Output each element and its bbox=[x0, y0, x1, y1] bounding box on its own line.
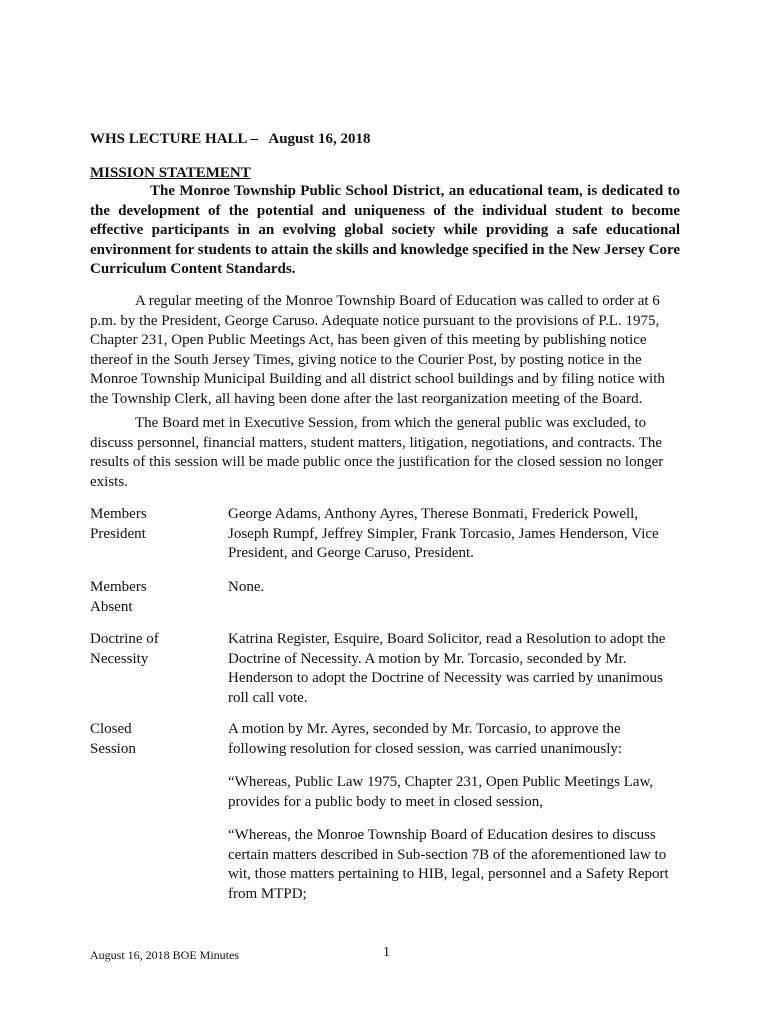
members-absent-text: None. bbox=[228, 579, 265, 595]
closed-session-motion: A motion by Mr. Ayres, seconded by Mr. Torcasio, to approve the following resolution for closed session, was carried unanimously: bbox=[228, 721, 623, 757]
closed-session-label: Closed Session bbox=[90, 721, 136, 757]
closed-session-whereas-2: “Whereas, the Monroe Township Board of Education desires to discuss certain matters described in Sub-section 7B of the aforementioned law to wit, those matters pertaining to HIB, legal, personnel and a Safety Report from MTPD; bbox=[228, 827, 669, 902]
mission-statement-body: The Monroe Township Public School District, an educational team, is dedicated to the development of the potential and uniqueness of the individual student to become effective participants in an evolving global society while providing a safe educational environment for students to attain the skills and knowledge specified in the New Jersey Core Curriculum Content Standards. bbox=[90, 183, 680, 277]
mission-statement-title: MISSION STATEMENT bbox=[90, 165, 251, 181]
doctrine-text: Katrina Register, Esquire, Board Solicitor, read a Resolution to adopt the Doctrine of Necessity. A motion by Mr. Torcasio, seconded by Mr. Henderson to adopt the Doctrine of Necessity was carried by unanimous roll call vote. bbox=[228, 631, 666, 706]
members-absent-label: Members Absent bbox=[90, 579, 147, 615]
page-number: 1 bbox=[383, 945, 390, 960]
executive-session-paragraph: The Board met in Executive Session, from which the general public was excluded, to discuss personnel, financial matters, student matters, litigation, negotiations, and contracts. The results of this session will be made public once the justification for the closed session no longer exists. bbox=[90, 415, 664, 490]
members-present-text: George Adams, Anthony Ayres, Therese Bonmati, Frederick Powell, Joseph Rumpf, Jeffrey Simpler, Frank Torcasio, James Henderson, Vice President, and George Caruso, President. bbox=[228, 506, 659, 561]
footer-text: August 16, 2018 BOE Minutes bbox=[90, 948, 240, 962]
doctrine-label: Doctrine of Necessity bbox=[90, 631, 159, 667]
members-present-label: Members President bbox=[90, 506, 147, 542]
meeting-header: WHS LECTURE HALL – August 16, 2018 bbox=[90, 131, 371, 147]
closed-session-content bbox=[228, 720, 678, 918]
meeting-notice-paragraph: A regular meeting of the Monroe Township Board of Education was called to order at 6 p.m. by the President, George Caruso. Adequate notice pursuant to the provisions of P.L. 1975, Chapter 231, Open Public Meetings Act, has been given of this meeting by publishing notice thereof in the South Jersey Times, giving notice to the Courier Post, by posting notice in the Monroe Township Municipal Building and all district school buildings and by filing notice with the Township Clerk, all having been done after the last reorganization meeting of the Board. bbox=[90, 293, 665, 407]
closed-session-whereas-1: “Whereas, Public Law 1975, Chapter 231, Open Public Meetings Law, provides for a public body to meet in closed session, bbox=[228, 774, 654, 810]
